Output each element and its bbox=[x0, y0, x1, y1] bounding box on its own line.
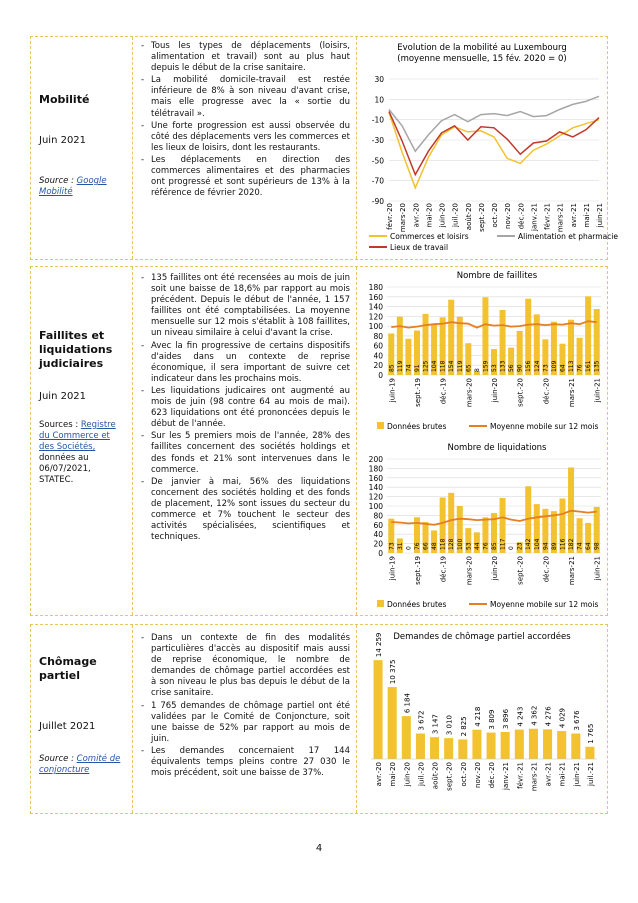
bar-value-label: 104 bbox=[533, 538, 541, 550]
legend-swatch bbox=[377, 422, 384, 429]
y-tick-label: 60 bbox=[373, 341, 383, 351]
bar bbox=[472, 730, 481, 759]
bar-value-label: 4 218 bbox=[473, 706, 482, 727]
bar-value-label: 117 bbox=[499, 538, 507, 550]
legend-label: Alimentation et pharmacie bbox=[518, 232, 618, 241]
x-tick-label: juin-20 bbox=[491, 378, 499, 403]
bullet: - De janvier à mai, 56% des liquidations concernent des sociétés holding et des fonds de placement, 12% sont issues du secteur du commerce et 7% touchent le secteur des activités spécialisées, scientifiques et techniques. bbox=[141, 477, 350, 544]
bar-value-label: 66 bbox=[422, 542, 430, 550]
chomage-source-link[interactable]: Comité de conjoncture bbox=[39, 754, 121, 775]
y-tick-label: 120 bbox=[368, 492, 383, 502]
y-tick-label: 200 bbox=[368, 455, 383, 464]
y-tick-label: 180 bbox=[368, 464, 383, 474]
x-tick-label: janv.-21 bbox=[502, 762, 511, 790]
bar-value-label: 119 bbox=[396, 360, 404, 372]
bullet: - Une forte progression est aussi observée du côté des déplacements vers les commerces et les lieux de loisirs, dont les restaurants. bbox=[141, 121, 350, 154]
faillites-left-column bbox=[31, 267, 133, 615]
faillites-title: Faillites et liquidations judiciaires bbox=[39, 329, 113, 370]
chart-title: Demandes de chômage partiel accordées bbox=[393, 632, 571, 642]
chomage-left-column bbox=[31, 625, 133, 813]
x-tick-label: juin-20 bbox=[438, 203, 447, 228]
x-tick-label: avr.-20 bbox=[412, 203, 421, 228]
x-tick-label: oct.-20 bbox=[459, 762, 468, 787]
bullet: - Avec la fin progressive de certains dispositifs d'aides dans un contexte de reprise économique, il sera important de suivre cet indicateur dans les prochains mois. bbox=[141, 341, 350, 385]
bar-value-label: 128 bbox=[448, 538, 456, 550]
faillites-source-prefix: Sources : bbox=[39, 420, 81, 430]
x-tick-label: déc.-19 bbox=[439, 556, 448, 583]
y-tick-label: 160 bbox=[368, 292, 383, 302]
bar-value-label: 161 bbox=[585, 360, 593, 372]
x-tick-label: mars-20 bbox=[399, 203, 408, 233]
x-tick-label: juin-20 bbox=[403, 762, 412, 787]
short-time-work-chart bbox=[357, 625, 607, 813]
x-tick-label: juin-20 bbox=[491, 556, 499, 581]
bar-value-label: 104 bbox=[431, 360, 439, 372]
bar-value-label: 23 bbox=[516, 542, 524, 550]
legend-label: Commerces et loisirs bbox=[390, 232, 469, 241]
bar-value-label: 142 bbox=[525, 538, 533, 550]
chomage-text-column bbox=[133, 625, 357, 813]
x-tick-label: avr.-21 bbox=[544, 762, 553, 787]
y-tick-label: 120 bbox=[368, 312, 383, 322]
x-tick-label: juil.-20 bbox=[417, 762, 426, 786]
bar-value-label: 76 bbox=[576, 364, 584, 372]
x-tick-label: nov.-20 bbox=[504, 203, 513, 229]
bar-value-label: 3 896 bbox=[502, 708, 511, 729]
bar bbox=[515, 730, 524, 759]
chomage-date: Juillet 2021 bbox=[39, 721, 96, 732]
x-tick-label: sept.-20 bbox=[445, 762, 454, 791]
bar-value-label: 118 bbox=[439, 538, 447, 550]
bullet: - Tous les types de déplacements (loisirs, alimentation et travail) sont au plus haut depuis le début de la crise sanitaire. bbox=[141, 41, 350, 74]
bar-value-label: 100 bbox=[456, 538, 464, 550]
mobilite-left-column bbox=[31, 37, 133, 259]
bar bbox=[501, 732, 510, 759]
x-tick-label: févr.-21 bbox=[543, 203, 552, 230]
y-tick-label: 80 bbox=[373, 511, 383, 521]
bullet: - Les déplacements en direction des commerces alimentaires et des pharmacies ont progressé et sont supérieurs de 13% à la référence de février 2020. bbox=[141, 155, 350, 199]
x-tick-label: mars-20 bbox=[465, 556, 474, 586]
y-tick-label: 40 bbox=[373, 530, 383, 540]
bullet: - 1 765 demandes de chômage partiel ont été validées par le Comité de Conjoncture, soit une baisse de 52% par rapport au mois de juin. bbox=[141, 701, 350, 745]
bar-value-label: 159 bbox=[482, 360, 490, 372]
bar-value-label: 133 bbox=[499, 360, 507, 372]
bar bbox=[487, 733, 496, 759]
x-tick-label: mai-20 bbox=[389, 762, 398, 787]
x-tick-label: juin-21 bbox=[593, 378, 602, 403]
bar bbox=[444, 738, 453, 759]
mobilite-date: Juin 2021 bbox=[39, 135, 87, 146]
y-tick-label: 40 bbox=[373, 351, 383, 361]
y-tick-label: 160 bbox=[368, 473, 383, 483]
bar-value-label: 89 bbox=[550, 542, 558, 550]
bar-value-label: 8 bbox=[473, 368, 481, 372]
y-tick-label: -50 bbox=[371, 156, 384, 166]
bar-value-label: 91 bbox=[413, 364, 421, 372]
chomage-bullets bbox=[141, 633, 350, 779]
legend-label: Données brutes bbox=[387, 600, 447, 609]
bar-value-label: 116 bbox=[559, 538, 567, 550]
bar-value-label: 113 bbox=[568, 360, 576, 372]
x-tick-label: mai-20 bbox=[425, 203, 434, 228]
series-line bbox=[389, 113, 599, 188]
mobilite-source-link[interactable]: Google Mobilité bbox=[39, 176, 107, 197]
moving-average-line bbox=[391, 321, 596, 327]
bar-value-label: 56 bbox=[508, 364, 516, 372]
x-tick-label: août-20 bbox=[464, 203, 473, 231]
liquidation-chart bbox=[357, 439, 607, 615]
bar bbox=[571, 734, 580, 759]
x-tick-label: juin-21 bbox=[572, 762, 581, 787]
bar-value-label: 98 bbox=[593, 542, 601, 550]
bar-value-label: 125 bbox=[422, 360, 430, 372]
x-tick-label: juin-19 bbox=[388, 378, 397, 403]
bar bbox=[374, 660, 383, 759]
legend-swatch bbox=[377, 600, 384, 607]
bar-value-label: 3 809 bbox=[488, 709, 497, 730]
bullet: - Dans un contexte de fin des modalités particulières d'accès au dispositif mais aussi de reprise économique, le nombre de demandes de chômage partiel accordées est à son niveau le plus bas depuis le début de la crise sanitaire. bbox=[141, 633, 350, 700]
bar-value-label: 44 bbox=[473, 542, 481, 550]
bar-value-label: 3 672 bbox=[417, 710, 426, 731]
x-tick-label: avr.-21 bbox=[569, 203, 578, 228]
bar-value-label: 73 bbox=[388, 542, 396, 550]
y-tick-label: 20 bbox=[373, 361, 383, 371]
x-tick-label: sept.-20 bbox=[516, 378, 525, 407]
legend-label: Données brutes bbox=[387, 422, 447, 431]
bullet: - Sur les 5 premiers mois de l'année, 28% des faillites concernent des sociétés holdings et des fonds et 21% sont intervenues dans le commerce. bbox=[141, 431, 350, 475]
faillites-source-rest: données au 06/07/2021, STATEC. bbox=[39, 453, 91, 485]
y-tick-label: 10 bbox=[374, 95, 384, 105]
y-tick-label: 20 bbox=[373, 539, 383, 549]
y-tick-label: 80 bbox=[373, 331, 383, 341]
faillites-source bbox=[39, 420, 124, 486]
faillites-bullets bbox=[141, 273, 350, 543]
mobilite-title: Mobilité bbox=[39, 93, 90, 106]
y-tick-label: 0 bbox=[378, 371, 383, 380]
bar bbox=[402, 716, 411, 759]
section-chomage bbox=[30, 624, 608, 814]
x-tick-label: déc.-20 bbox=[542, 378, 551, 405]
x-tick-label: nov.-20 bbox=[473, 762, 482, 788]
bullet: - Les demandes concernaient 17 144 équivalents temps pleins contre 27 030 le mois précédent, soit une baisse de 37%. bbox=[141, 746, 350, 779]
bar-value-label: 4 362 bbox=[530, 705, 539, 726]
bar-value-label: 154 bbox=[448, 360, 456, 372]
x-tick-label: juin-19 bbox=[388, 556, 397, 581]
x-tick-label: mars-21 bbox=[568, 378, 577, 408]
bar-value-label: 85 bbox=[388, 364, 396, 372]
bar-value-label: 3 676 bbox=[572, 710, 581, 731]
y-tick-label: -70 bbox=[371, 176, 384, 186]
bar-value-label: 1 765 bbox=[586, 723, 595, 744]
x-tick-label: mai-21 bbox=[558, 762, 567, 787]
mobilite-source-prefix: Source : bbox=[39, 176, 77, 186]
bar-value-label: 48 bbox=[431, 542, 439, 550]
bar-value-label: 0 bbox=[508, 546, 516, 550]
legend-label: Moyenne mobile sur 12 mois bbox=[490, 422, 599, 431]
bullet: - Les liquidations judicaires ont augmenté au mois de juin (98 contre 64 au mois de mai). 623 liquidations ont été prononcées depuis le début de l'année. bbox=[141, 386, 350, 430]
bullet: - La mobilité domicile-travail est restée inférieure de 8% à son niveau d'avant crise, mais elle progresse avec la « sortie du télétravail ». bbox=[141, 75, 350, 119]
bar-value-label: 156 bbox=[525, 360, 533, 372]
faillites-date: Juin 2021 bbox=[39, 391, 87, 402]
bar-value-label: 31 bbox=[396, 542, 404, 550]
y-tick-label: 100 bbox=[368, 502, 383, 511]
x-tick-label: déc.-20 bbox=[517, 203, 526, 230]
bar-value-label: 14 259 bbox=[375, 632, 384, 658]
chart-subtitle: (moyenne mensuelle, 15 fév. 2020 = 0) bbox=[397, 54, 567, 64]
bar-value-label: 65 bbox=[465, 364, 473, 372]
legend-label: Lieux de travail bbox=[390, 243, 449, 252]
bar-value-label: 53 bbox=[491, 364, 498, 372]
bar-value-label: 182 bbox=[568, 538, 576, 550]
mobilite-text-column bbox=[133, 37, 357, 259]
y-tick-label: 140 bbox=[368, 302, 383, 312]
bar-value-label: 53 bbox=[465, 542, 473, 550]
bar-value-label: 90 bbox=[516, 364, 524, 372]
y-tick-label: 140 bbox=[368, 483, 383, 493]
bar-value-label: 76 bbox=[482, 542, 490, 550]
bar-value-label: 10 375 bbox=[389, 659, 398, 685]
x-tick-label: déc.-20 bbox=[488, 762, 497, 789]
x-tick-label: juil.-21 bbox=[586, 762, 595, 786]
bar-value-label: 76 bbox=[413, 542, 421, 550]
y-tick-label: 30 bbox=[374, 75, 384, 84]
mobilite-source bbox=[39, 176, 124, 198]
bar-value-label: 73 bbox=[542, 364, 550, 372]
y-tick-label: 100 bbox=[368, 322, 383, 332]
x-tick-label: mai-21 bbox=[582, 203, 591, 228]
bar-value-label: 135 bbox=[593, 360, 601, 372]
x-tick-label: mars-20 bbox=[465, 378, 474, 408]
y-tick-label: 0 bbox=[378, 549, 383, 558]
x-tick-label: févr.-20 bbox=[386, 203, 394, 230]
x-tick-label: déc.-20 bbox=[542, 556, 551, 583]
bar-value-label: 4 243 bbox=[516, 706, 525, 727]
y-tick-label: -30 bbox=[371, 136, 384, 145]
chart-title: Evolution de la mobilité au Luxembourg bbox=[397, 43, 567, 53]
x-tick-label: juil.-20 bbox=[451, 203, 460, 227]
x-tick-label: oct.-20 bbox=[491, 203, 499, 228]
x-tick-label: févr.-21 bbox=[516, 762, 525, 789]
bar bbox=[529, 729, 538, 759]
faillites-text-column bbox=[133, 267, 357, 615]
x-tick-label: avr.-20 bbox=[375, 762, 384, 787]
faillites-chart-column bbox=[357, 267, 607, 615]
bar-value-label: 3 010 bbox=[445, 715, 454, 736]
bankruptcy-chart bbox=[357, 267, 607, 437]
bar-value-label: 64 bbox=[585, 542, 593, 550]
bar-value-label: 3 147 bbox=[431, 714, 440, 735]
y-tick-label: -90 bbox=[371, 197, 384, 206]
x-tick-label: sept.-19 bbox=[413, 556, 422, 585]
chomage-chart-column bbox=[357, 625, 607, 813]
chomage-source bbox=[39, 754, 124, 776]
x-tick-label: sept.-20 bbox=[516, 556, 525, 585]
x-tick-label: mars-21 bbox=[568, 556, 577, 586]
bar-value-label: 118 bbox=[439, 360, 447, 372]
series-line bbox=[389, 112, 599, 175]
x-tick-label: mars-21 bbox=[530, 762, 539, 792]
x-tick-label: juin-21 bbox=[596, 203, 604, 228]
mobilite-bullets bbox=[141, 41, 350, 199]
page-number: 4 bbox=[315, 843, 323, 854]
legend-label: Moyenne mobile sur 12 mois bbox=[490, 600, 599, 609]
x-tick-label: juin-21 bbox=[593, 556, 602, 581]
bar bbox=[430, 737, 439, 759]
x-tick-label: janv.-21 bbox=[530, 203, 539, 231]
bar bbox=[458, 739, 467, 759]
chomage-title: Chômage partiel bbox=[39, 655, 97, 682]
x-tick-label: déc.-19 bbox=[439, 378, 448, 405]
bar-value-label: 64 bbox=[559, 364, 567, 372]
chart-title: Nombre de liquidations bbox=[447, 443, 547, 453]
x-tick-label: mars-21 bbox=[556, 203, 565, 233]
y-tick-label: 180 bbox=[368, 283, 383, 292]
bar bbox=[543, 729, 552, 759]
series-line bbox=[389, 96, 599, 151]
bar-value-label: 74 bbox=[405, 364, 413, 372]
chart-title: Nombre de faillites bbox=[456, 271, 538, 281]
bar-value-label: 4 029 bbox=[558, 708, 567, 729]
bar-value-label: 119 bbox=[456, 360, 464, 372]
bullet: - 135 faillites ont été recensées au mois de juin soit une baisse de 18,6% par rapport au mois précédent. Depuis le début de l'année, 1 157 faillites ont été comptabilisées. La moyenne mensuelle sur 12 mois s'établit à 108 faillites, un niveau similaire à celui d'avant la crise. bbox=[141, 273, 350, 340]
x-tick-label: août-20 bbox=[431, 762, 440, 790]
bar-value-label: 124 bbox=[533, 360, 541, 372]
bar-value-label: 85 bbox=[491, 542, 498, 550]
bar-value-label: 74 bbox=[576, 542, 584, 550]
bar bbox=[416, 734, 425, 759]
mobilite-chart-column bbox=[357, 37, 618, 259]
faillites-source-link[interactable]: Registre du Commerce et des Sociétés, bbox=[39, 420, 116, 452]
x-tick-label: sept.-20 bbox=[477, 203, 486, 232]
bar bbox=[585, 747, 594, 759]
bar-value-label: 6 184 bbox=[403, 693, 412, 714]
section-faillites bbox=[30, 266, 608, 616]
bar-value-label: 4 276 bbox=[544, 706, 553, 727]
section-mobilite bbox=[30, 36, 618, 260]
bar bbox=[557, 731, 566, 759]
mobility-chart bbox=[357, 37, 618, 259]
bar-value-label: 109 bbox=[550, 360, 558, 372]
y-tick-label: 60 bbox=[373, 520, 383, 530]
bar-value-label: 94 bbox=[542, 542, 550, 550]
chomage-source-prefix: Source : bbox=[39, 754, 77, 764]
bar-value-label: 0 bbox=[405, 546, 413, 550]
bar bbox=[388, 687, 397, 759]
bar-value-label: 2 825 bbox=[459, 716, 468, 737]
y-tick-label: -10 bbox=[371, 115, 384, 125]
x-tick-label: sept.-19 bbox=[413, 378, 422, 407]
